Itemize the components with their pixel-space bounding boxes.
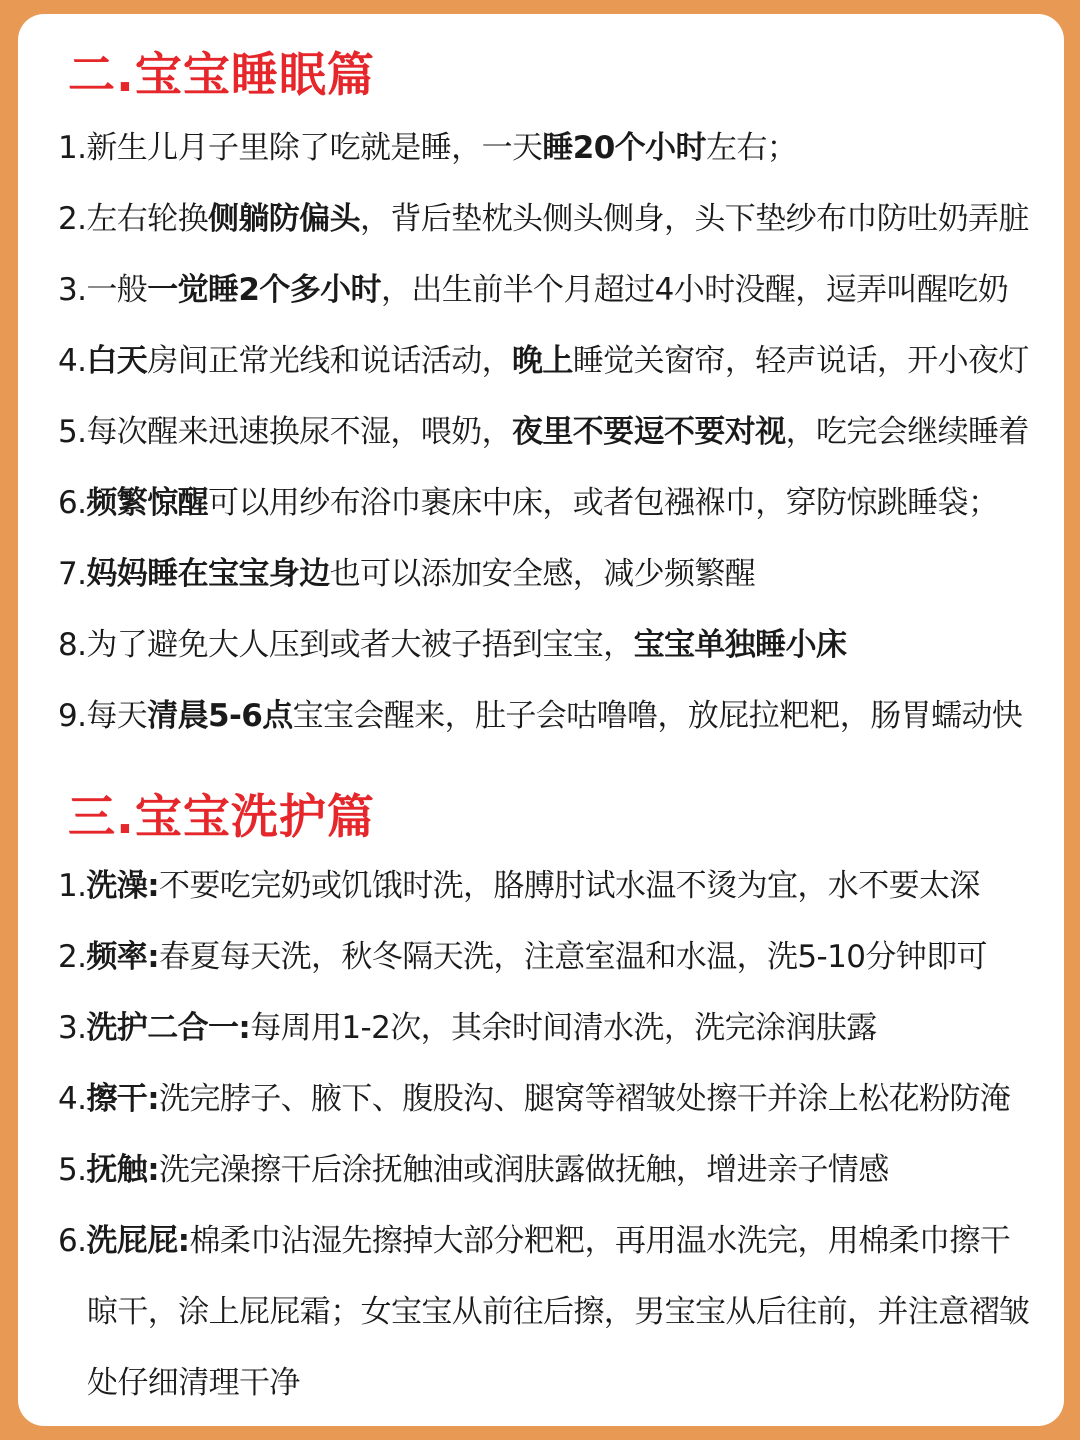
body-text: 2. — [58, 939, 87, 975]
body-text: 7. — [58, 556, 87, 592]
sleep-item-8 — [58, 625, 1058, 665]
body-text: 每周用1-2次，其余时间清水洗，洗完涂润肤露 — [250, 1010, 877, 1046]
body-text: 3.一般 — [58, 272, 148, 308]
body-text: 洗完澡擦干后涂抚触油或润肤露做抚触，增进亲子情感 — [159, 1152, 889, 1188]
emphasis-text: 洗澡: — [86, 868, 159, 904]
content-card — [18, 14, 1064, 1426]
bath-section-title: 三.宝宝洗护篇 — [68, 790, 375, 845]
bath-item-6 — [58, 1221, 1058, 1403]
sleep-item-4 — [58, 341, 1058, 381]
emphasis-text: 洗护二合一: — [86, 1010, 251, 1046]
emphasis-text: 频繁惊醒 — [86, 485, 208, 521]
sleep-item-1 — [58, 128, 1058, 168]
body-text: 房间正常光线和说话活动， — [147, 343, 513, 379]
body-text: 洗完脖子、腋下、腹股沟、腿窝等褶皱处擦干并涂上松花粉防淹 — [159, 1081, 1011, 1117]
body-text: 5.每次醒来迅速换尿不湿，喂奶， — [58, 414, 512, 450]
body-text: 6. — [58, 485, 87, 521]
sleep-item-2 — [58, 199, 1058, 239]
body-text: 1.新生儿月子里除了吃就是睡，一天 — [58, 130, 543, 166]
emphasis-text: 一觉睡2个多小时 — [147, 272, 381, 308]
body-text: 3. — [58, 1010, 87, 1046]
continuation-line: 处仔细清理干净 — [87, 1365, 300, 1401]
body-text: 1. — [58, 868, 87, 904]
emphasis-text: 宝宝单独睡小床 — [633, 627, 847, 663]
emphasis-text: 妈妈睡在宝宝身边 — [86, 556, 330, 592]
sleep-item-7 — [58, 554, 1058, 594]
continuation-line: 晾干，涂上屁屁霜；女宝宝从前往后擦，男宝宝从后往前，并注意褶皱 — [87, 1294, 1030, 1330]
bath-item-4 — [58, 1079, 1058, 1119]
body-text: 6. — [58, 1223, 87, 1259]
sleep-item-9 — [58, 696, 1058, 736]
emphasis-text: 洗屁屁: — [86, 1223, 190, 1259]
bath-item-1 — [58, 866, 1058, 906]
sleep-item-5 — [58, 412, 1058, 452]
body-text: 左右； — [705, 130, 798, 166]
sleep-section-title: 二.宝宝睡眠篇 — [68, 48, 375, 103]
emphasis-text: 清晨5-6点 — [147, 698, 293, 734]
emphasis-text: 频率: — [86, 939, 159, 975]
body-text: 宝宝会醒来，肚子会咕噜噜，放屁拉粑粑，肠胃蠕动快 — [292, 698, 1023, 734]
emphasis-text: 白天 — [86, 343, 148, 379]
sleep-item-6 — [58, 483, 1058, 523]
body-text: 5. — [58, 1152, 87, 1188]
body-text: 2.左右轮换 — [58, 201, 208, 237]
body-text: 春夏每天洗，秋冬隔天洗，注意室温和水温，洗5-10分钟即可 — [159, 939, 987, 975]
emphasis-text: 夜里不要逗不要对视 — [511, 414, 786, 450]
body-text: 也可以添加安全感，减少频繁醒 — [329, 556, 756, 592]
emphasis-text: 擦干: — [86, 1081, 159, 1117]
body-text: ，吃完会继续睡着 — [785, 414, 1029, 450]
bath-item-5 — [58, 1150, 1058, 1190]
emphasis-text: 侧躺防偏头 — [207, 201, 360, 237]
emphasis-text: 睡20个小时 — [542, 130, 706, 166]
bath-item-3 — [58, 1008, 1058, 1048]
body-text: 4. — [58, 1081, 87, 1117]
body-text: 9.每天 — [58, 698, 148, 734]
body-text: 睡觉关窗帘，轻声说话，开小夜灯 — [572, 343, 1029, 379]
body-text: ，出生前半个月超过4小时没醒，逗弄叫醒吃奶 — [380, 272, 1009, 308]
emphasis-text: 抚触: — [86, 1152, 159, 1188]
body-text: 棉柔巾沾湿先擦掉大部分粑粑，再用温水洗完，用棉柔巾擦干 — [189, 1223, 1011, 1259]
body-text: 4. — [58, 343, 87, 379]
body-text: 8.为了避免大人压到或者大被子捂到宝宝， — [58, 627, 634, 663]
bath-item-2 — [58, 937, 1058, 977]
emphasis-text: 晚上 — [512, 343, 573, 379]
body-text: 可以用纱布浴巾裹床中床，或者包襁褓巾，穿防惊跳睡袋； — [208, 485, 999, 521]
body-text: ，背后垫枕头侧头侧身，头下垫纱布巾防吐奶弄脏 — [359, 201, 1029, 237]
sleep-item-3 — [58, 270, 1058, 310]
body-text: 不要吃完奶或饥饿时洗，胳膊肘试水温不烫为宜，水不要太深 — [159, 868, 980, 904]
